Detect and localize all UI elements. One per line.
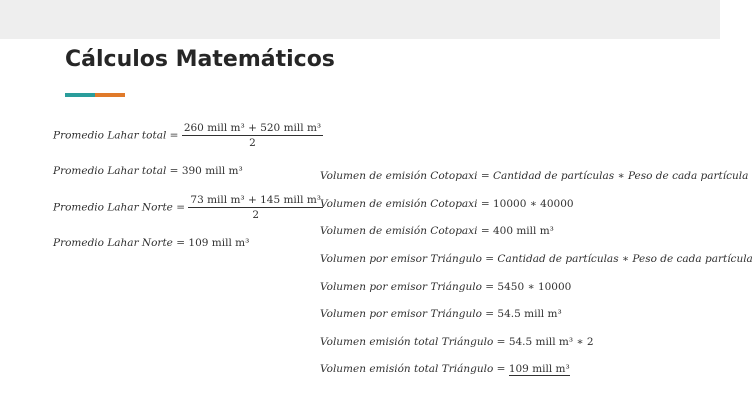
equals-sign: = — [176, 201, 186, 214]
equals-sign: = — [480, 170, 490, 182]
page-title: Cálculos Matemáticos — [65, 47, 335, 72]
equation-lhs: Volumen emisión total Triángulo — [320, 336, 494, 348]
equals-sign: = — [480, 198, 490, 210]
equation-rhs: 54.5 mill m³ ∗ 2 — [508, 336, 594, 348]
equation-rhs: 400 mill m³ — [492, 225, 554, 237]
equation-rhs: Cantidad de partículas ∗ Peso de cada partícula — [497, 253, 753, 265]
equation-lhs: Volumen de emisión Cotopaxi — [320, 198, 478, 210]
equation-rhs: 54.5 mill m³ — [497, 308, 562, 320]
equation-lahar-norte-result — [53, 237, 249, 249]
equals-sign: = — [485, 308, 495, 320]
numerator: 73 mill m³ + 145 mill m³ — [190, 194, 322, 206]
equals-sign: = — [485, 281, 495, 293]
accent-bar-orange — [95, 93, 125, 97]
equation-lhs: Promedio Lahar Norte — [53, 237, 173, 249]
equation-rhs: Cantidad de partículas ∗ Peso de cada partícula — [492, 170, 749, 182]
equation-lhs: Volumen por emisor Triángulo — [320, 308, 482, 320]
equation-rhs: 10000 ∗ 40000 — [492, 198, 574, 210]
equation-lhs: Volumen por emisor Triángulo — [320, 281, 482, 293]
denominator: 2 — [252, 209, 260, 221]
fraction — [182, 122, 323, 149]
equation-rhs: 390 mill m³ — [181, 165, 243, 177]
equals-sign: = — [485, 253, 495, 265]
fraction — [188, 194, 323, 221]
equation-lhs: Volumen de emisión Cotopaxi — [320, 225, 478, 237]
equals-sign: = — [496, 363, 506, 375]
equation-triangulo-result — [320, 308, 562, 320]
equation-triangulo-formula — [320, 253, 753, 265]
numerator: 260 mill m³ + 520 mill m³ — [183, 122, 322, 134]
equation-total-triangulo-result — [320, 363, 570, 375]
equation-lhs: Promedio Lahar total — [53, 165, 167, 177]
equation-triangulo-substitution — [320, 281, 571, 293]
equation-lhs: Volumen emisión total Triángulo — [320, 363, 494, 375]
equals-sign: = — [169, 165, 179, 177]
equation-rhs-underlined: 109 mill m³ — [508, 363, 570, 375]
equation-total-triangulo-multiplication — [320, 336, 594, 348]
equals-sign: = — [496, 336, 506, 348]
equals-sign: = — [176, 237, 186, 249]
equation-lahar-norte-fraction — [53, 194, 323, 221]
equation-cotopaxi-formula — [320, 170, 748, 182]
denominator: 2 — [249, 137, 256, 149]
equation-lhs: Promedio Lahar total — [53, 129, 167, 142]
equation-cotopaxi-result — [320, 225, 554, 237]
equation-cotopaxi-substitution — [320, 198, 574, 210]
equation-lhs: Promedio Lahar Norte — [53, 201, 173, 214]
equals-sign: = — [480, 225, 490, 237]
equation-lhs: Volumen de emisión Cotopaxi — [320, 170, 478, 182]
equation-lahar-total-result — [53, 165, 243, 177]
equation-lhs: Volumen por emisor Triángulo — [320, 253, 482, 265]
top-bar — [0, 0, 720, 39]
equation-lahar-total-fraction — [53, 122, 323, 149]
equation-rhs: 109 mill m³ — [188, 237, 250, 249]
accent-bar-teal — [65, 93, 95, 97]
equals-sign: = — [169, 129, 179, 142]
equation-rhs: 5450 ∗ 10000 — [497, 281, 572, 293]
